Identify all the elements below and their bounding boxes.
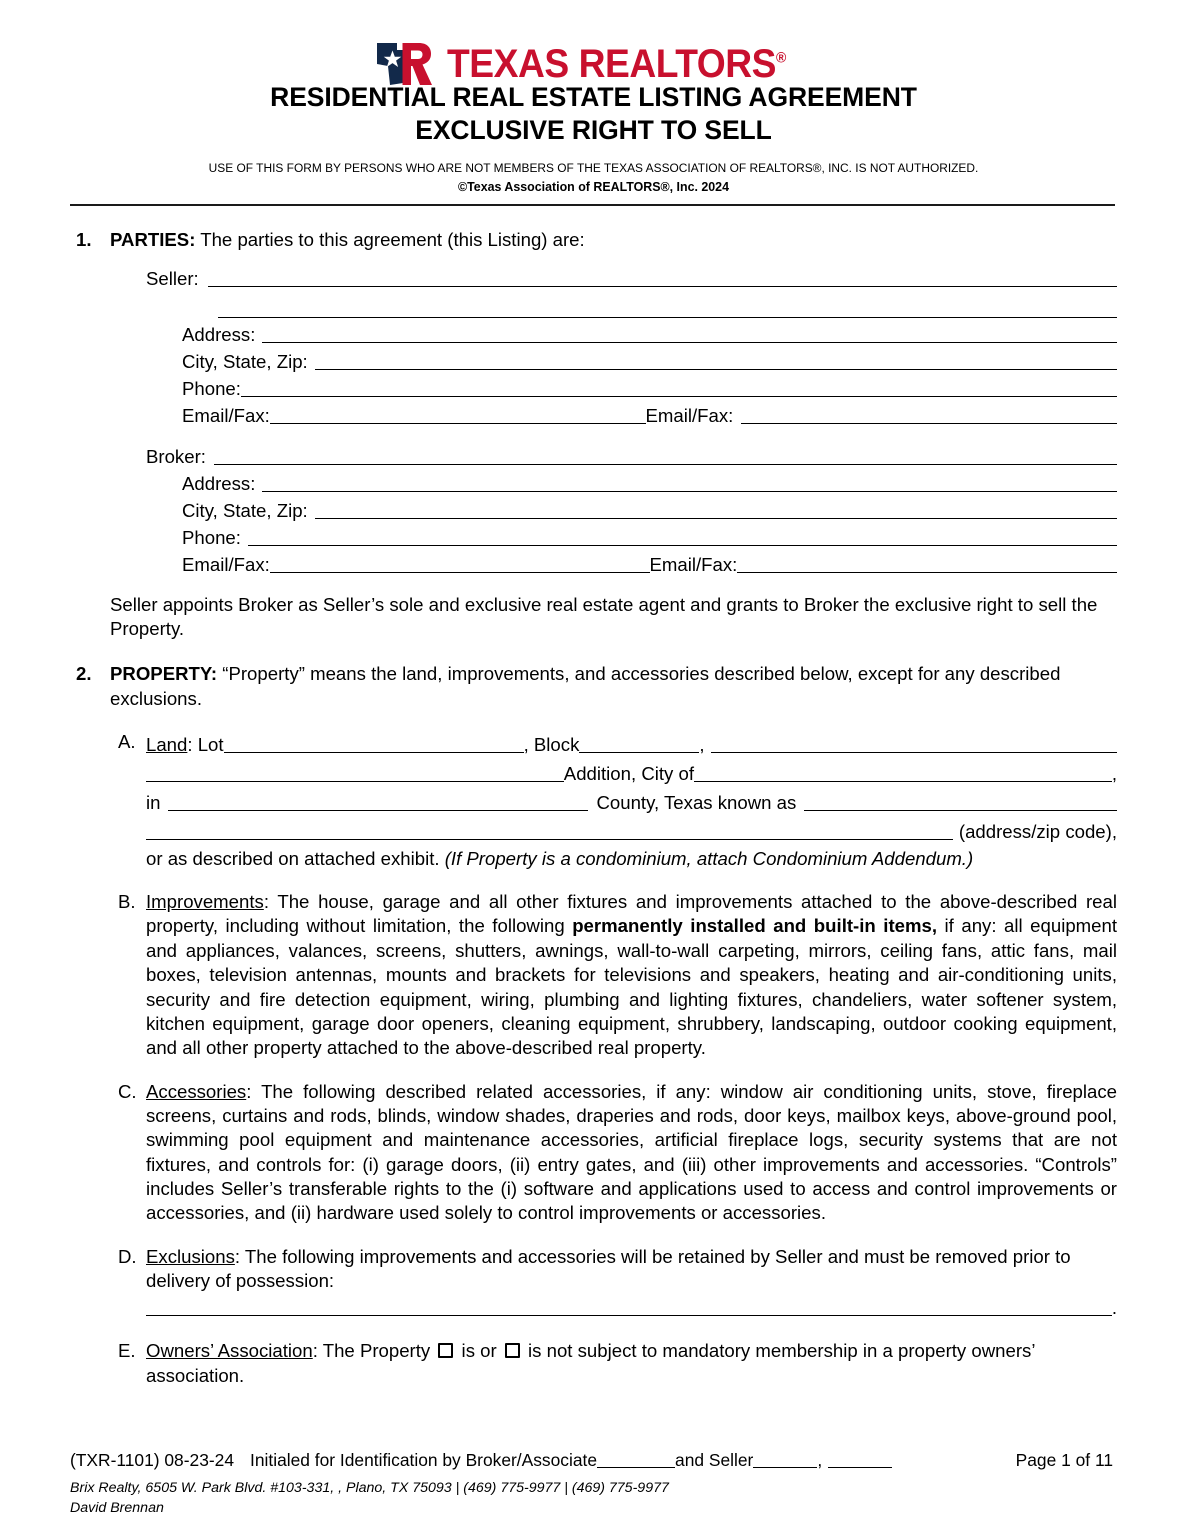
land-condo-note: (If Property is a condominium, attach Condominium Addendum.) <box>444 847 974 869</box>
broker-email-label-2: Email/Fax: <box>649 553 738 575</box>
item-improvements-bold: permanently installed and built-in items, <box>572 915 938 937</box>
broker-address-input[interactable] <box>262 471 1117 492</box>
clause-property-number: 2. <box>76 663 92 685</box>
owners-association-is-not-label: is not subject to mandatory membership in a property owners’ association. <box>146 1340 1035 1386</box>
broker-email-row <box>182 550 1117 577</box>
owners-association-is-not-checkbox[interactable] <box>505 1343 520 1358</box>
broker-block <box>146 442 1117 577</box>
item-exclusions-colon: : <box>234 1245 241 1267</box>
seller-email-label: Email/Fax: <box>182 404 270 426</box>
document-body <box>0 228 1187 1389</box>
broker-csz-label: City, State, Zip: <box>182 499 308 521</box>
broker-email-input-2[interactable] <box>737 552 1117 573</box>
owners-association-is-label: is or <box>456 1340 502 1362</box>
item-exclusions-text: The following improvements and accessories will be retained by Seller and must be removed prior to delivery of possession: <box>146 1245 1071 1291</box>
title-line-2: EXCLUSIVE RIGHT TO SELL <box>415 114 772 145</box>
seller-csz-row <box>182 347 1117 374</box>
clause-parties-intro-text: The parties to this agreement (this Listing) are: <box>195 228 585 250</box>
item-owners-association-title: Owners’ Association <box>146 1340 313 1362</box>
page-title <box>0 81 1187 146</box>
seller-address-label: Address: <box>182 323 256 345</box>
brand-wordmark: TEXAS REALTORS® <box>447 42 787 86</box>
item-accessories <box>110 1080 1117 1226</box>
item-owners-association-text-1: The Property <box>317 1340 436 1362</box>
item-owners-association-colon: : <box>312 1340 318 1362</box>
item-accessories-text: The following described related accessories, if any: window air conditioning units, stove, fireplace screens, curtains and rods, blinds, window shades, draperies and rods, door keys, mailbox keys, above-ground pool, swimming pool equipment and maintenance accessories, artificial fireplace logs, security systems that are not fixtures, and controls for: (i) garage doors, (ii) entry gates, and (iii) other improvements and accessories. “Controls” includes Seller’s transferable rights to the (i) software and applications used to access and control improvements or accessories, and (ii) hardware used solely to control improvements or accessories. <box>146 1080 1117 1224</box>
land-addition-label: Addition, City of <box>563 763 695 785</box>
seller-email-input[interactable] <box>270 403 646 424</box>
seller-name-input-2[interactable] <box>218 297 1117 318</box>
seller-name-input[interactable] <box>208 266 1117 287</box>
brokerage-line: Brix Realty, 6505 W. Park Blvd. #103-331, , Plano, TX 75093 | (469) 775-9977 | (469) 775-9977 <box>70 1479 669 1496</box>
seller-address-row <box>182 320 1117 347</box>
broker-address-label: Address: <box>182 472 256 494</box>
item-exclusions-letter: D. <box>118 1245 137 1267</box>
usage-notice <box>18 160 1169 194</box>
land-comma-1: , <box>699 733 705 755</box>
page-number: Page 1 of 11 <box>1015 1449 1113 1470</box>
clause-property-intro-text: “Property” means the land, improvements, and accessories described below, except for any described exclusions. <box>110 663 1061 709</box>
initial-instruction: Initialed for Identification by Broker/Associate <box>250 1449 598 1470</box>
clause-property-heading: PROPERTY: <box>110 663 218 685</box>
land-known-as-input[interactable] <box>804 790 1117 811</box>
land-county-input[interactable] <box>168 790 588 811</box>
seller-email-row <box>182 401 1117 428</box>
item-exclusions-inline <box>146 1246 1071 1291</box>
broker-csz-input[interactable] <box>315 498 1117 519</box>
item-accessories-letter: C. <box>118 1080 137 1102</box>
seller-phone-row <box>182 374 1117 401</box>
seller-block <box>146 264 1117 428</box>
broker-name-input[interactable] <box>214 444 1117 465</box>
item-owners-association <box>110 1339 1117 1388</box>
page-footer <box>0 1449 1187 1518</box>
seller-phone-input[interactable] <box>241 376 1117 397</box>
land-row-1 <box>146 730 1117 757</box>
land-subdivision-input[interactable] <box>711 732 1117 753</box>
land-in-label: in <box>146 792 161 814</box>
land-address-input[interactable] <box>146 820 953 841</box>
broker-initials-input[interactable] <box>597 1451 675 1468</box>
item-land-colon: : <box>187 733 193 755</box>
item-improvements <box>110 890 1117 1060</box>
seller-initials-input-1[interactable] <box>753 1451 817 1468</box>
and-seller-label: and Seller <box>675 1449 754 1470</box>
seller-email-label-2: Email/Fax: <box>645 404 734 426</box>
copyright-text: ©Texas Association of REALTORS®, Inc. 2024 <box>457 178 729 194</box>
seller-label: Seller: <box>146 267 199 289</box>
broker-address-row <box>182 469 1117 496</box>
item-improvements-title: Improvements <box>146 891 264 913</box>
broker-name-row <box>146 442 1117 469</box>
seller-csz-input[interactable] <box>315 349 1117 370</box>
clause-property <box>70 662 1117 1388</box>
notice-text: USE OF THIS FORM BY PERSONS WHO ARE NOT MEMBERS OF THE TEXAS ASSOCIATION OF REALTORS®, INC. IS NOT AUTHORIZED. <box>208 161 979 176</box>
exclusions-input-row <box>146 1293 1117 1320</box>
broker-label: Broker: <box>146 445 206 467</box>
broker-phone-label: Phone: <box>182 526 241 548</box>
broker-phone-row <box>182 523 1117 550</box>
land-exhibit-text: or as described on attached exhibit. <box>146 847 445 869</box>
land-block-input[interactable] <box>579 732 699 753</box>
agent-name: David Brennan <box>70 1499 164 1516</box>
clause-parties-number: 1. <box>76 228 92 250</box>
seller-name-row <box>146 264 1117 291</box>
land-block-label: , Block <box>523 733 580 755</box>
seller-initials-input-2[interactable] <box>828 1451 892 1468</box>
header-divider <box>70 204 1115 206</box>
land-city-input[interactable] <box>694 761 1112 782</box>
item-exclusions-title: Exclusions <box>146 1245 235 1267</box>
exclusions-input[interactable] <box>146 1295 1112 1316</box>
clause-parties-intro <box>110 228 1117 252</box>
clause-parties <box>70 228 1117 642</box>
land-row-4 <box>146 818 1117 845</box>
clause-property-intro <box>110 662 1117 711</box>
item-exclusions-period: . <box>1111 1297 1117 1319</box>
land-comma-2: , <box>1111 763 1117 785</box>
item-improvements-colon: : <box>263 891 269 913</box>
item-land-letter: A. <box>118 731 136 753</box>
seller-email-input-2[interactable] <box>741 403 1117 424</box>
land-row-2 <box>146 759 1117 786</box>
land-lot-label: Lot <box>192 733 224 755</box>
item-accessories-colon: : <box>246 1080 252 1102</box>
seller-csz-label: City, State, Zip: <box>182 350 308 372</box>
appointment-paragraph: Seller appoints Broker as Seller’s sole and exclusive real estate agent and grants to Broker the exclusive right to sell the Property. <box>110 593 1098 640</box>
footer-brokerage-info <box>70 1478 1117 1518</box>
broker-email-input[interactable] <box>270 552 650 573</box>
item-improvements-letter: B. <box>118 891 136 913</box>
land-lot-input[interactable] <box>224 732 524 753</box>
land-subdivision-input-2[interactable] <box>146 761 564 782</box>
form-id: (TXR-1101) 08-23-24 <box>70 1449 234 1470</box>
item-improvements-text-1: The house, garage and all other fixtures and improvements attached to the above-described real property, including without limitation, the following <box>146 891 1117 937</box>
footer-initials-row <box>70 1449 1117 1471</box>
land-addr-zip-label: (address/zip code), <box>958 821 1117 843</box>
owners-association-is-checkbox[interactable] <box>438 1343 453 1358</box>
land-row-3 <box>146 788 1117 815</box>
item-land <box>110 730 1117 871</box>
brand-header <box>0 0 1187 86</box>
seller-phone-label: Phone: <box>182 377 241 399</box>
title-line-1: RESIDENTIAL REAL ESTATE LISTING AGREEMENT <box>270 82 917 112</box>
seller-name-row-2 <box>218 295 1117 316</box>
land-county-label: County, Texas known as <box>596 792 797 814</box>
clause-parties-heading: PARTIES: <box>110 228 196 250</box>
seller-address-input[interactable] <box>262 322 1117 343</box>
broker-phone-input[interactable] <box>248 525 1117 546</box>
item-land-title: Land <box>146 733 188 755</box>
broker-email-label: Email/Fax: <box>182 553 270 575</box>
item-improvements-text-2: if any: all equipment and appliances, valances, screens, shutters, awnings, wall-to-wall carpeting, mirrors, ceiling fans, attic fans, mail boxes, television antennas, mounts and brackets for televisions and speakers, heating and air-conditioning units, security and fire detection equipment, wiring, plumbing and lighting fixtures, chandeliers, water softener system, kitchen equipment, garage door openers, cleaning equipment, shrubbery, landscaping, outdoor cooking equipment, and all other property attached to the above-described real property. <box>146 915 1118 1059</box>
broker-csz-row <box>182 496 1117 523</box>
item-owners-association-letter: E. <box>118 1340 136 1362</box>
initials-comma: , <box>817 1449 823 1470</box>
item-exclusions <box>110 1245 1117 1321</box>
land-row-5 <box>146 847 1117 871</box>
item-accessories-title: Accessories <box>146 1080 247 1102</box>
